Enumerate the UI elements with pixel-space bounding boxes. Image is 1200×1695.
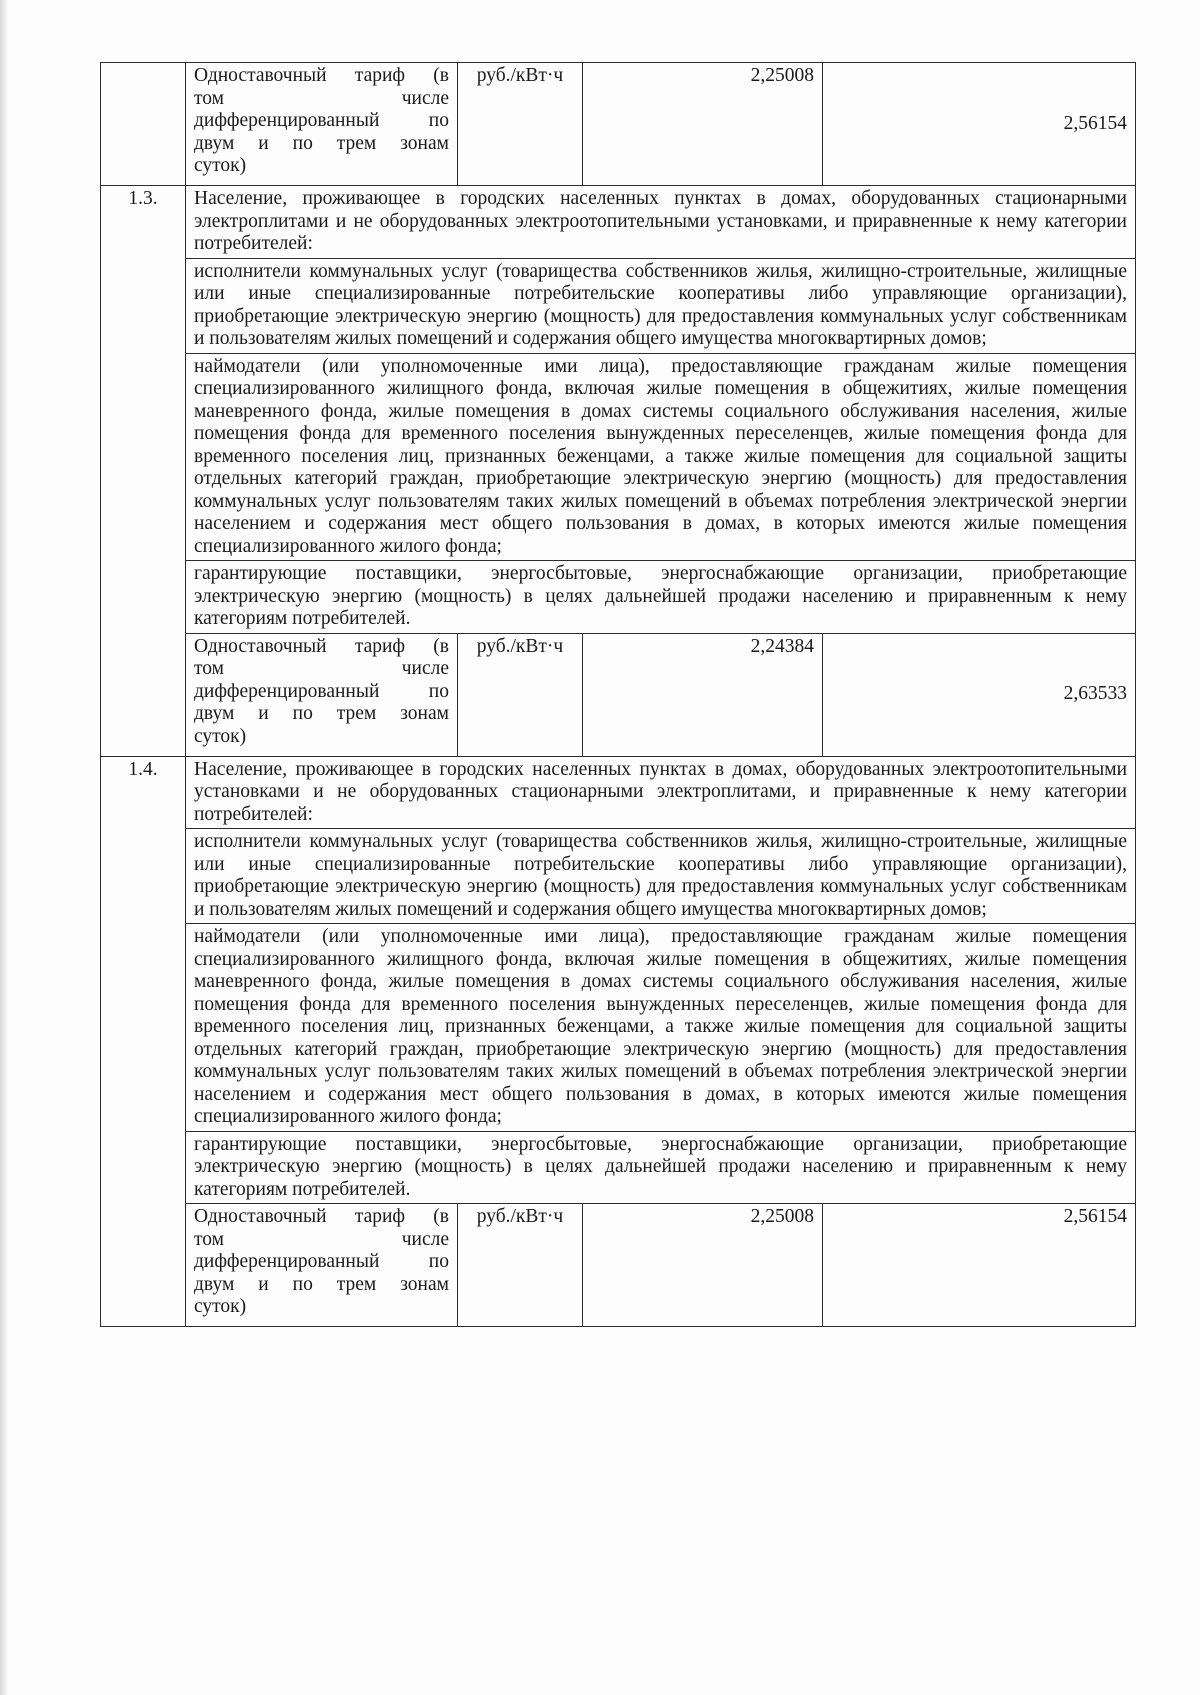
table-row — [101, 1131, 1136, 1204]
table-row — [101, 1204, 1136, 1327]
tariff-label-text: суток) — [194, 725, 247, 747]
paragraph-cell: исполнители коммунальных услуг (товарищества собственников жилья, жилищно-строительные, жилищные или иные специализированные потребительские кооперативы либо управляющие организации), приобретающие электрическую энергию (мощность) для предоставления коммунальных услуг собственникам и пользователям жилых помещений и содержания общего имущества многоквартирных домов; — [186, 829, 1136, 924]
value-first-half-cell: 2,24384 — [583, 633, 823, 756]
tariff-label-text: том числе — [194, 658, 449, 679]
tariff-label-text: дифференцированный по — [194, 110, 449, 131]
table-row — [101, 353, 1136, 561]
value-second-half-cell: 2,56154 — [823, 1204, 1136, 1327]
tariff-label-text: двум и по трем зонам — [194, 703, 449, 724]
tariff-label-text: суток) — [194, 155, 247, 176]
paragraph-cell: исполнители коммунальных услуг (товарищества собственников жилья, жилищно-строительные, жилищные или иные специализированные потребительские кооперативы либо управляющие организации), приобретающие электрическую энергию (мощность) для предоставления коммунальных услуг собственникам и пользователям жилых помещений и содержания общего имущества многоквартирных домов; — [186, 258, 1136, 353]
scan-edge-shadow — [0, 0, 8, 1695]
tariff-table — [100, 62, 1136, 1327]
table-row — [101, 633, 1136, 756]
section-number-cell: 1.4. — [101, 756, 186, 1327]
tariff-label-text: Одноставочный тариф (в — [194, 1206, 449, 1227]
value-first-half-cell: 2,25008 — [583, 63, 823, 186]
table-row — [101, 258, 1136, 353]
value-first-half-cell: 2,25008 — [583, 1204, 823, 1327]
unit-cell: руб./кВт·ч — [458, 63, 583, 186]
table-row — [101, 924, 1136, 1132]
number-cell — [101, 63, 186, 186]
table-row — [101, 829, 1136, 924]
section-number-cell: 1.3. — [101, 186, 186, 757]
tariff-label-cell — [186, 63, 458, 186]
table-row — [101, 63, 1136, 186]
tariff-label-cell — [186, 1204, 458, 1327]
tariff-label-text: двум и по трем зонам — [194, 132, 449, 154]
paragraph-cell: наймодатели (или уполномоченные ими лица), предоставляющие гражданам жилые помещения специализированного жилищного фонда, включая жилые помещения в общежитиях, жилые помещения маневренного фонда, жилые помещения в домах системы социального обслуживания населения, жилые помещения фонда для временного поселения вынужденных переселенцев, жилые помещения фонда для временного поселения лиц, признанных беженцами, а также жилые помещения для социальной защиты отдельных категорий граждан, приобретающие электрическую энергию (мощность) для предоставления коммунальных услуг пользователям таких жилых помещений в объемах потребления электрической энергии населением и содержания мест общего пользования в домах, в которых имеются жилые помещения специализированного жилого фонда; — [186, 353, 1136, 561]
tariff-label-cell — [186, 633, 458, 756]
tariff-label-text: том числе — [194, 1228, 449, 1250]
tariff-label-text: Одноставочный тариф (в — [194, 635, 449, 657]
value-second-half-cell: 2,63533 — [823, 633, 1136, 756]
tariff-label-text: дифференцированный по — [194, 1251, 449, 1272]
value-second-half-cell: 2,56154 — [823, 63, 1136, 186]
table-row — [101, 186, 1136, 259]
paragraph-cell: гарантирующие поставщики, энергосбытовые, энергоснабжающие организации, приобретающие электрическую энергию (мощность) в целях дальнейшей продажи населению и приравненным к нему категориям потребителей. — [186, 1131, 1136, 1204]
table-row — [101, 561, 1136, 634]
unit-cell: руб./кВт·ч — [458, 633, 583, 756]
tariff-label-text: том числе — [194, 87, 449, 109]
paragraph-cell: наймодатели (или уполномоченные ими лица), предоставляющие гражданам жилые помещения специализированного жилищного фонда, включая жилые помещения в общежитиях, жилые помещения маневренного фонда, жилые помещения в домах системы социального обслуживания населения, жилые помещения фонда для временного поселения вынужденных переселенцев, жилые помещения фонда для временного поселения лиц, признанных беженцами, а также жилые помещения для социальной защиты отдельных категорий граждан, приобретающие электрическую энергию (мощность) для предоставления коммунальных услуг пользователям таких жилых помещений в объемах потребления электрической энергии населением и содержания мест общего пользования в домах, в которых имеются жилые помещения специализированного жилого фонда; — [186, 924, 1136, 1132]
tariff-label-text: дифференцированный по — [194, 680, 449, 702]
section-heading-cell: Население, проживающее в городских населенных пунктах в домах, оборудованных стационарными электроплитами и не оборудованных электроотопительными установками, и приравненные к нему категории потребителей: — [186, 186, 1136, 259]
unit-cell: руб./кВт·ч — [458, 1204, 583, 1327]
tariff-label-text: Одноставочный тариф (в — [194, 65, 449, 86]
section-heading-cell: Население, проживающее в городских населенных пунктах в домах, оборудованных электроотопительными установками и не оборудованных стационарными электроплитами, и приравненные к нему категории потребителей: — [186, 756, 1136, 829]
tariff-label-text: двум и по трем зонам — [194, 1273, 449, 1295]
paragraph-cell: гарантирующие поставщики, энергосбытовые, энергоснабжающие организации, приобретающие электрическую энергию (мощность) в целях дальнейшей продажи населению и приравненным к нему категориям потребителей. — [186, 561, 1136, 634]
table-row — [101, 756, 1136, 829]
tariff-label-text: суток) — [194, 1296, 247, 1317]
